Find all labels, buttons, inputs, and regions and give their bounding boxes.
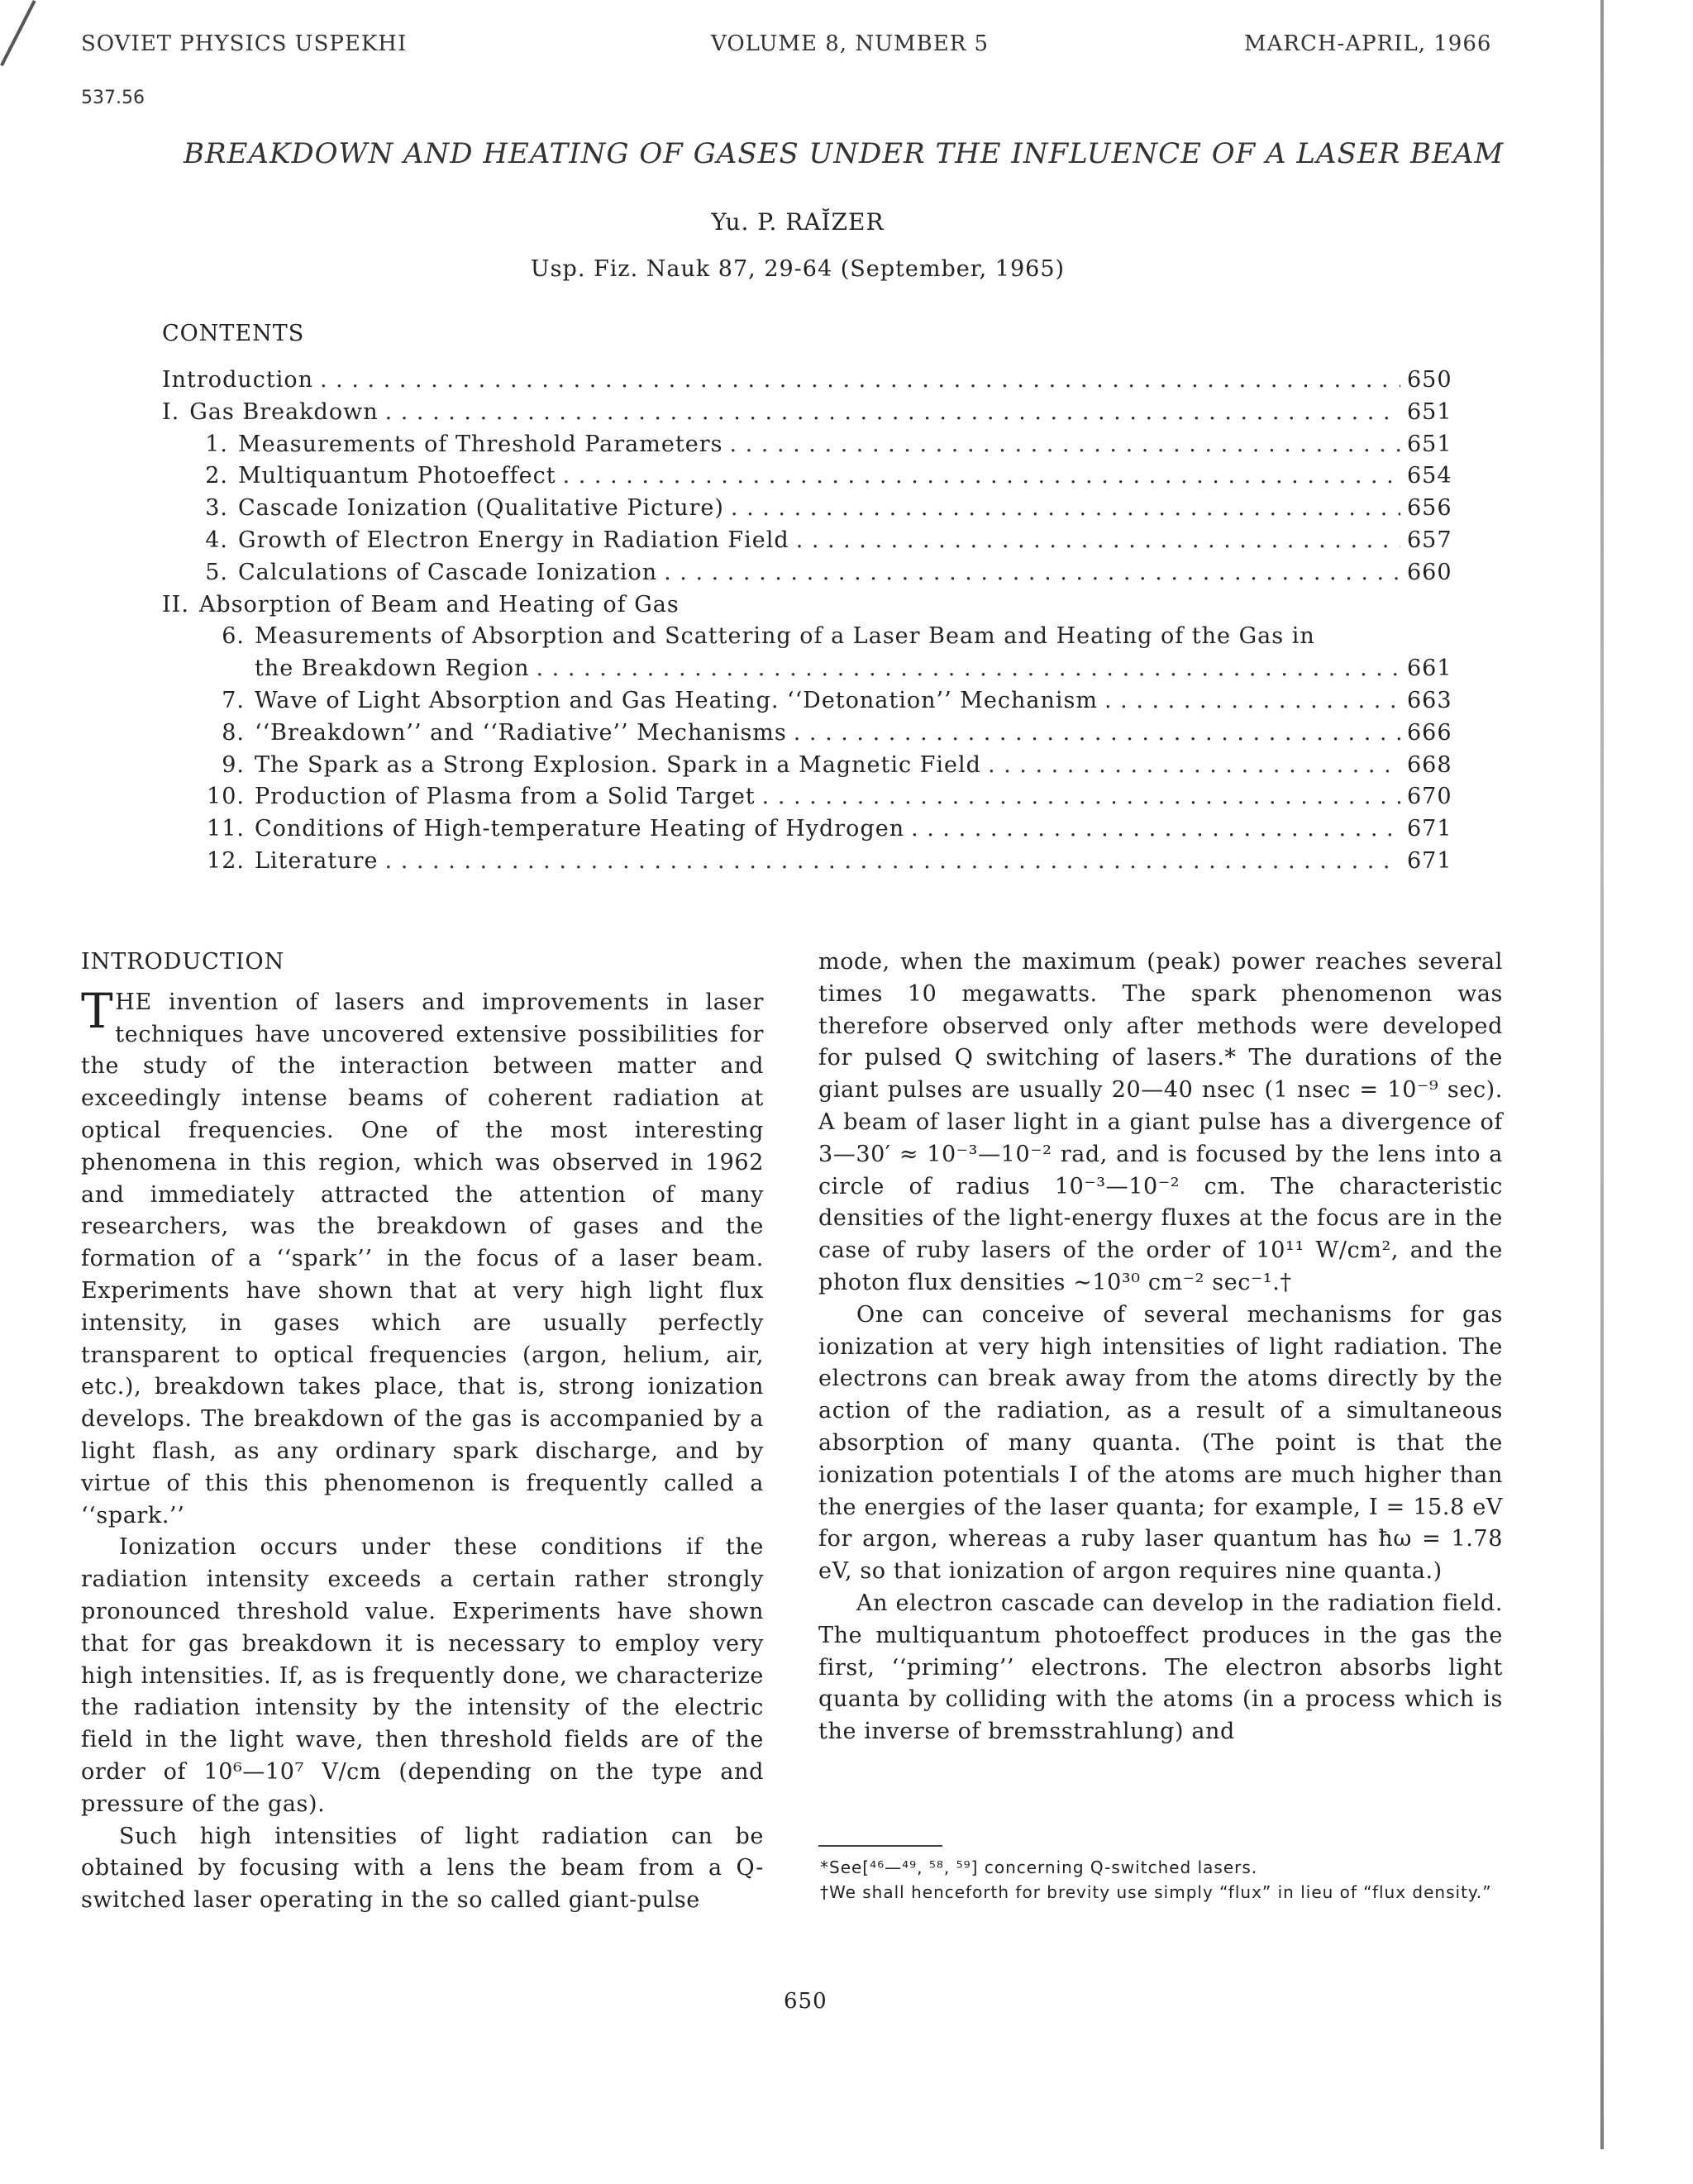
toc-entry	[162, 752, 1452, 784]
toc-entry-number: 8.	[222, 719, 245, 746]
toc-leader-dots	[664, 560, 1400, 585]
toc-leader-dots	[320, 367, 1400, 393]
toc-entry	[162, 495, 1452, 527]
toc-entry	[162, 623, 1452, 656]
toc-entry	[162, 399, 1452, 432]
toc-entry-label: Gas Breakdown	[189, 398, 379, 425]
toc-leader-dots	[385, 848, 1400, 874]
toc-entry-label: Growth of Electron Energy in Radiation Field	[238, 527, 789, 553]
toc-entry-label: Production of Plasma from a Solid Target	[255, 784, 756, 810]
toc-entry-label: the Breakdown Region	[255, 656, 530, 682]
issue-date: MARCH-APRIL, 1966	[1244, 31, 1492, 56]
toc-leader-dots	[729, 432, 1400, 457]
toc-leader-dots	[762, 784, 1400, 809]
toc-leader-dots	[911, 816, 1400, 842]
footnote-rule	[818, 1845, 942, 1847]
toc-entry-page: 671	[1407, 816, 1452, 842]
toc-entry-number: 6.	[222, 623, 245, 650]
toc-entry-number: II.	[162, 591, 189, 618]
toc-entry-number: 12.	[207, 847, 245, 874]
toc-entry-number: I.	[162, 398, 180, 425]
toc-entry-label: Measurements of Threshold Parameters	[238, 431, 723, 457]
toc-entry-number: 11.	[207, 816, 245, 842]
toc-entry-page: 671	[1407, 847, 1452, 874]
toc-entry-page: 670	[1407, 784, 1452, 810]
drop-cap: T	[81, 982, 114, 1039]
section-heading-introduction: INTRODUCTION	[81, 949, 285, 975]
paragraph: An electron cascade can develop in the radiation field. The multiquantum photoeffect produces in the gas the first, ‘‘priming’’ electrons. The electron absorbs light quanta by colliding with the atoms (in a process which is the inverse of bremsstrahlung) and	[818, 1590, 1503, 1745]
toc-entry-number: 4.	[205, 527, 228, 553]
toc-entry	[162, 720, 1452, 752]
toc-entry-page: 650	[1407, 367, 1452, 393]
toc-leader-dots	[536, 656, 1400, 681]
toc-entry-page: 666	[1407, 719, 1452, 746]
toc-entry-page: 661	[1407, 656, 1452, 682]
toc-entry-page: 651	[1407, 431, 1452, 457]
toc-entry	[162, 784, 1452, 816]
toc-leader-dots	[796, 527, 1400, 553]
paragraph: Ionization occurs under these conditions if the radiation intensity exceeds a certain rather strongly pronounced threshold value. Experiments have shown that for gas breakdown it is necessary to employ very high intensities. If, as is frequently done, we characterize the radiation intensity by the intensity of the electric field in the light wave, then threshold fields are of the order of 10⁶—10⁷ V/cm (depending on the type and pressure of the gas).	[81, 1534, 764, 1817]
toc-leader-dots	[731, 495, 1400, 521]
toc-entry-number: 5.	[205, 559, 228, 585]
paragraph	[81, 982, 764, 1533]
paragraph: mode, when the maximum (peak) power reaches several times 10 megawatts. The spark phenomenon was therefore observed only after methods were developed for pulsed Q switching of lasers.* The durations of the giant pulses are usually 20—40 nsec (1 nsec = 10⁻⁹ sec). A beam of laser light in a giant pulse has a divergence of 3—30′ ≈ 10⁻³—10⁻² rad, and is focused by the lens into a circle of radius 10⁻³—10⁻² cm. The characteristic densities of the light-energy fluxes at the focus are in the case of ruby lasers of the order of 10¹¹ W/cm², and the photon flux densities ∼10³⁰ cm⁻² sec⁻¹.†	[818, 949, 1503, 1295]
paragraph: One can conceive of several mechanisms for gas ionization at very high intensities of light radiation. The electrons can break away from the atoms directly by the action of the radiation, as a result of a simultaneous absorption of many quanta. (The point is that the ionization potentials I of the atoms are much higher than the energies of the laser quanta; for example, I = 15.8 eV for argon, whereas a ruby laser quantum has ħω = 1.78 eV, so that ionization of argon requires nine quanta.)	[818, 1301, 1503, 1585]
toc-entry-page: 663	[1407, 687, 1452, 713]
toc-leader-dots	[563, 463, 1400, 489]
paragraph-text: HE invention of lasers and improvements in laser techniques have uncovered extensive possibilities for the study of the interaction between matter and exceedingly intense beams of coherent radiation at optical frequencies. One of the most interesting phenomena in this region, which was observed in 1962 and immediately attracted the attention of many researchers, was the breakdown of gases and the formation of a ‘‘spark’’ in the focus of a laser beam. Experiments have shown that at very high light flux intensity, in gases which are usually perfectly transparent to optical frequencies (argon, helium, air, etc.), breakdown takes place, that is, strong ionization develops. The breakdown of the gas is accompanied by a light flash, as any ordinary spark discharge, and by virtue of this this phenomenon is frequently called a ‘‘spark.’’	[81, 989, 764, 1528]
toc-entry-label: Wave of Light Absorption and Gas Heating. ‘‘Detonation’’ Mechanism	[255, 687, 1098, 713]
article-author: Yu. P. RAĬZER	[711, 208, 885, 236]
toc-leader-dots	[988, 752, 1400, 778]
toc-entry	[162, 848, 1452, 880]
toc-entry	[162, 367, 1452, 399]
journal-name: SOVIET PHYSICS USPEKHI	[81, 31, 408, 56]
toc-entry-label: ‘‘Breakdown’’ and ‘‘Radiative’’ Mechanisms	[255, 719, 787, 746]
footnotes	[818, 1845, 1503, 1905]
scan-mark	[0, 0, 36, 66]
toc-entry	[162, 527, 1452, 560]
toc-entry	[162, 688, 1452, 720]
toc-leader-dots	[1104, 688, 1400, 713]
toc-entry-number: 10.	[207, 784, 245, 810]
toc-entry-label: Literature	[255, 847, 379, 874]
toc-entry-label: Calculations of Cascade Ionization	[238, 559, 658, 585]
toc-entry-number: 3.	[205, 495, 228, 522]
scan-edge-shadow	[1600, 0, 1604, 2149]
body-column-right	[818, 947, 1503, 1748]
toc-entry-page: 657	[1407, 527, 1452, 553]
footnote-flux: †We shall henceforth for brevity use simply “flux” in lieu of “flux density.”	[820, 1882, 1492, 1902]
toc-entry-label: Conditions of High-temperature Heating of Hydrogen	[255, 816, 905, 842]
paragraph: Such high intensities of light radiation can be obtained by focusing with a lens the beam from a Q-switched laser operating in the so called giant-pulse	[81, 1823, 764, 1914]
contents-heading: CONTENTS	[162, 321, 305, 346]
toc-entry-page: 656	[1407, 495, 1452, 522]
toc-entry-label: The Spark as a Strong Explosion. Spark in a Magnetic Field	[255, 751, 981, 778]
volume-number: VOLUME 8, NUMBER 5	[711, 31, 990, 56]
toc-entry-number: 9.	[222, 751, 245, 778]
toc-entry-label: Absorption of Beam and Heating of Gas	[198, 591, 680, 618]
toc-entry-page: 654	[1407, 463, 1452, 489]
toc-entry-page: 668	[1407, 751, 1452, 778]
toc-leader-dots	[385, 399, 1400, 425]
body-column-left	[81, 947, 764, 1917]
toc-entry	[162, 560, 1452, 592]
toc-entry-label: Cascade Ionization (Qualitative Picture)	[238, 495, 724, 522]
toc-entry-number: 2.	[205, 463, 228, 489]
toc-entry-number: 7.	[222, 687, 245, 713]
footnote-q-switched: *See[⁴⁶—⁴⁹, ⁵⁸, ⁵⁹] concerning Q-switched lasers.	[820, 1857, 1258, 1877]
toc-leader-dots	[794, 720, 1400, 746]
toc-entry-number: 1.	[205, 431, 228, 457]
article-title: BREAKDOWN AND HEATING OF GASES UNDER THE INFLUENCE OF A LASER BEAM	[184, 137, 1505, 170]
toc-entry	[162, 816, 1452, 848]
toc-entry-continuation	[162, 656, 1452, 688]
udc-code: 537.56	[81, 88, 145, 108]
toc-entry-label: Multiquantum Photoeffect	[238, 463, 556, 489]
article-citation: Usp. Fiz. Nauk 87, 29-64 (September, 1965)	[530, 256, 1066, 282]
toc-entry-label: Introduction	[162, 367, 313, 393]
page-number: 650	[784, 1989, 827, 2014]
toc-entry-label: Measurements of Absorption and Scattering of a Laser Beam and Heating of the Gas in	[255, 623, 1315, 650]
table-of-contents	[162, 367, 1452, 880]
toc-entry	[162, 463, 1452, 495]
toc-entry	[162, 432, 1452, 464]
toc-entry-page: 651	[1407, 398, 1452, 425]
toc-entry-page: 660	[1407, 559, 1452, 585]
toc-entry	[162, 592, 1452, 624]
